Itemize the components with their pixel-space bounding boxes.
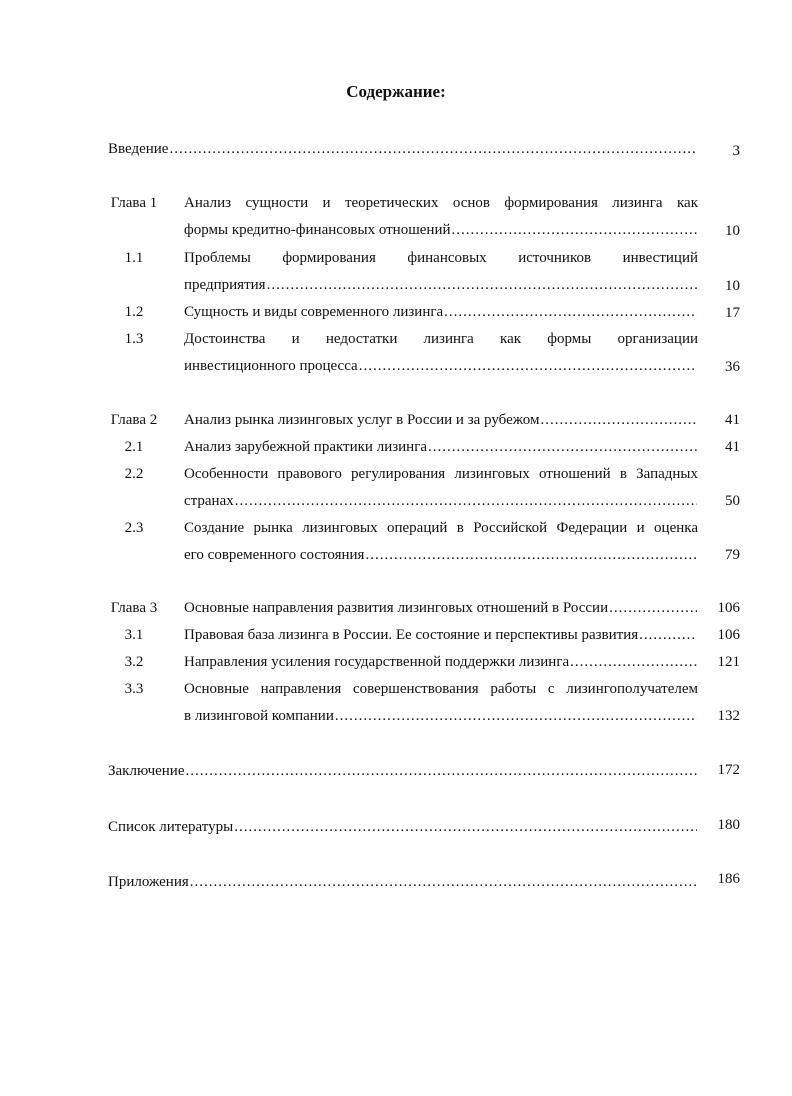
leader-dots [540,410,697,430]
section-2-3-num: 2.3 [124,520,144,536]
section-2-1-page: 41 [725,439,740,455]
toc-appendix-label: Приложения [108,874,189,890]
section-1-3-num: 1.3 [124,331,144,347]
chapter-3-label: Глава 3 [110,600,158,616]
page-title: Содержание: [346,82,446,101]
toc-conclusion [108,761,698,781]
section-1-1-line2 [184,275,698,295]
chapter-1-title-text: формы кредитно-финансовых отношений [184,222,451,238]
section-1-3-page: 36 [725,359,740,375]
section-1-2-text: Сущность и виды современного лизинга [184,304,444,320]
section-2-3-line1: Создание рынка лизинговых операций в Российской Федерации и оценка [184,520,698,536]
section-2-2-text: странах [184,493,234,509]
section-2-2-line2 [184,491,698,511]
leader-dots [169,139,697,159]
section-3-2-num: 3.2 [124,654,144,670]
leader-dots [235,491,697,511]
section-3-3-line1: Основные направления совершенствования работы с лизингополучателем [184,681,698,697]
chapter-1-page: 10 [725,223,740,239]
toc-bibliography [108,817,698,837]
chapter-1-label: Глава 1 [110,195,158,211]
toc-intro [108,139,698,159]
section-3-1-num: 3.1 [124,627,144,643]
section-2-1-text: Анализ зарубежной практики лизинга [184,439,428,455]
leader-dots [190,872,697,892]
section-1-1-page: 10 [725,278,740,294]
section-3-3-page: 132 [717,708,740,724]
section-1-1-text: предприятия [184,277,266,293]
chapter-2-title-text: Анализ рынка лизинговых услуг в России и за рубежом [184,412,540,428]
toc-intro-page: 3 [732,143,740,159]
toc-conclusion-page: 172 [717,762,740,778]
section-2-3-text: его современного состояния [184,547,365,563]
leader-dots [570,652,697,672]
leader-dots [639,625,697,645]
toc-appendix-page: 186 [717,871,740,887]
section-2-3-page: 79 [725,547,740,563]
section-3-2-page: 121 [717,654,740,670]
chapter-2-label: Глава 2 [110,412,158,428]
section-1-2-page: 17 [725,305,740,321]
chapter-1-title-line1: Анализ сущности и теоретических основ формирования лизинга как [184,195,698,211]
chapter-1-title-line2 [184,220,698,240]
chapter-3-title-text: Основные направления развития лизинговых отношений в России [184,600,609,616]
section-2-1-line1 [184,437,698,457]
section-3-1-line1 [184,625,698,645]
section-2-3-line2 [184,545,698,565]
section-3-1-text: Правовая база лизинга в России. Ее состояние и перспективы развития [184,627,639,643]
section-2-2-num: 2.2 [124,466,144,482]
section-3-3-text: в лизинговой компании [184,708,334,724]
section-1-1-num: 1.1 [124,250,144,266]
section-3-2-text: Направления усиления государственной поддержки лизинга [184,654,570,670]
section-3-3-line2 [184,706,698,726]
section-2-1-num: 2.1 [124,439,144,455]
leader-dots [186,761,698,781]
section-3-2-line1 [184,652,698,672]
leader-dots [234,817,697,837]
section-3-3-num: 3.3 [124,681,144,697]
leader-dots [267,275,697,295]
section-1-2-line1 [184,302,698,322]
leader-dots [365,545,697,565]
section-1-1-line1: Проблемы формирования финансовых источников инвестиций [184,250,698,266]
chapter-3-title-line1 [184,598,698,618]
leader-dots [335,706,697,726]
chapter-2-title-line1 [184,410,698,430]
section-1-3-line1: Достоинства и недостатки лизинга как формы организации [184,331,698,347]
leader-dots [452,220,698,240]
toc-bibliography-page: 180 [717,817,740,833]
section-2-2-line1: Особенности правового регулирования лизинговых отношений в Западных [184,466,698,482]
leader-dots [428,437,697,457]
chapter-2-page: 41 [725,412,740,428]
toc-appendix [108,872,698,892]
section-1-2-num: 1.2 [124,304,144,320]
section-1-3-text: инвестиционного процесса [184,358,358,374]
section-2-2-page: 50 [725,493,740,509]
toc-bibliography-label: Список литературы [108,819,234,835]
toc-intro-label: Введение [108,141,169,157]
section-3-1-page: 106 [717,627,740,643]
chapter-3-page: 106 [717,600,740,616]
leader-dots [444,302,697,322]
leader-dots [609,598,697,618]
section-1-3-line2 [184,356,698,376]
toc-conclusion-label: Заключение [108,763,185,779]
leader-dots [359,356,697,376]
